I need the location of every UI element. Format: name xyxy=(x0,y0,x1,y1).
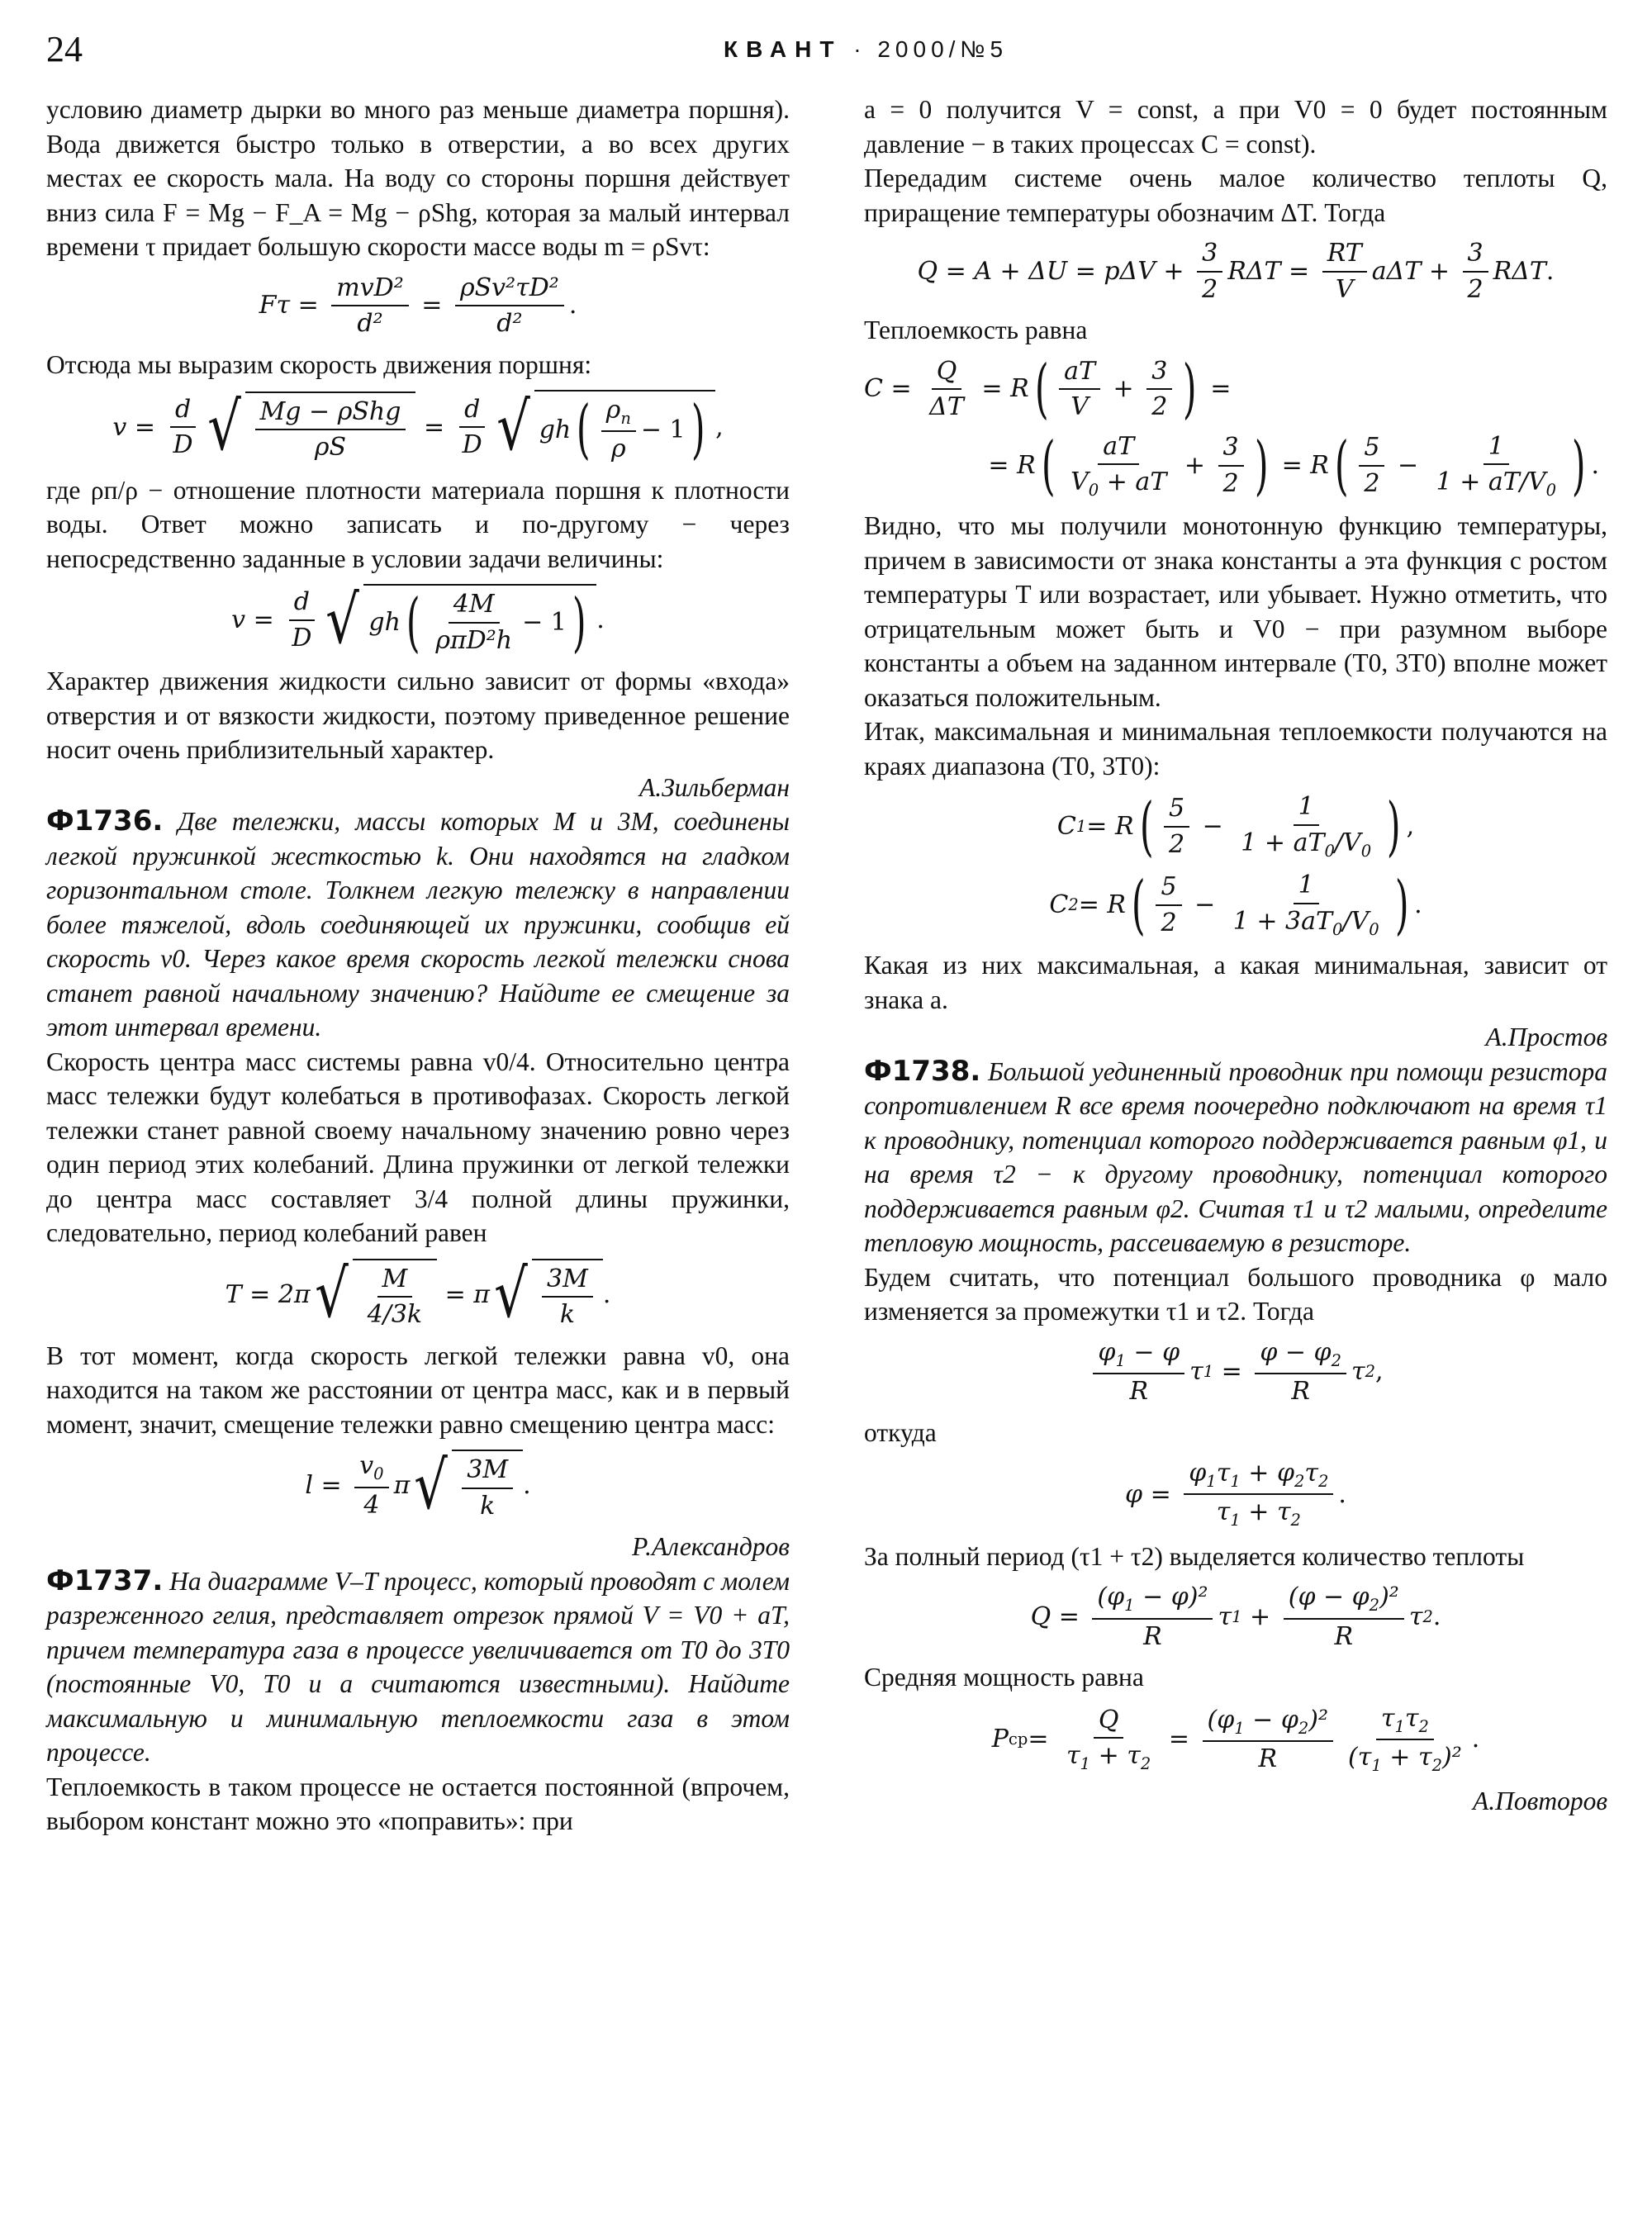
paragraph: откуда xyxy=(864,1417,937,1447)
problem-1738 xyxy=(864,1055,1607,1260)
problem-1736 xyxy=(46,804,790,1045)
paragraph: Будем считать, что потенциал большого проводника φ мало изменяется за промежутки τ1 и τ2. Тогда xyxy=(864,1262,1607,1326)
problem-text: Большой уединенный проводник при помощи резистора сопротивлением R все время поочередно подключают на время τ1 к проводнику, потенциал которого поддерживается равным φ1, и на время τ2 − к другому проводнику, потенциал которого поддерживается равным φ2. Считая τ1 и τ2 малыми, определите тепловую мощность, рассеиваемую в резисторе. xyxy=(864,1056,1607,1258)
paragraph: За полный период (τ1 + τ2) выделяется количество теплоты xyxy=(864,1541,1525,1571)
paragraph: Характер движения жидкости сильно зависит от формы «входа» отверстия и от вязкости жидкости, поэтому приведенное решение носит очень приблизительный характер. xyxy=(46,667,790,765)
formula-c1: C 1 = R ( $\frac{5}{2}$ − $\frac{1}{1 + aT_0/V_0}$ ) , xyxy=(1056,789,1415,864)
journal-name: КВАНТ xyxy=(724,36,843,62)
problem-text: На диаграмме V–T процесс, который проводят с молем разреженного гелия, представляет отрезок прямой V = V0 + aT, причем температура газа в процессе увеличивается от T0 до 3T0 (постоянные V0, T0 и a считаются известными). Найдите максимальную и минимальную теплоемкости газа в этом процессе. xyxy=(46,1566,790,1768)
author-signature: Р.Александров xyxy=(632,1532,790,1562)
author-signature: А.Простов xyxy=(1485,1023,1607,1052)
problem-text: Две тележки, массы которых M и 3M, соединены легкой пружинкой жесткостью k. Они находятся на гладком горизонтальном столе. Толкнем легкую тележку в направлении более тяжелой, вдоль соединяющей их пружинки, сообщив ей скорость v0. Через какое время скорость легкой тележки снова станет равной начальному значению? Найдите ее смещение за этот интервал времени. xyxy=(46,807,790,1042)
problem-1737 xyxy=(46,1564,790,1770)
formula-heat: Q = A + ΔU = pΔV + $\frac{3}{2}$ RΔT = $\frac{RT}{V}$ aΔT + $\frac{3}{2}$ RΔT . xyxy=(917,239,1555,304)
paragraph: Теплоемкость в таком процессе не остается постоянной (впрочем, выбором констант можно это «поправить»: при xyxy=(46,1772,790,1836)
formula-capacity-1: C = $\frac{Q}{\Delta T}$ = R ( $\frac{aT}{V}$ + $\frac{3}{2}$ ) = xyxy=(864,352,1232,426)
formula-impulse: Fτ = $\frac{\text{mvD²}}{\text{d²}}$ = $\frac{\text{ρSv²τD²}}{\text{d²}}$ . xyxy=(259,273,577,338)
paragraph: a = 0 получится V = const, а при V0 = 0 будет постоянным давление − в таких процессах C = const). xyxy=(864,95,1607,159)
journal-title xyxy=(724,36,1008,63)
paragraph: Видно, что мы получили монотонную функцию температуры, причем в зависимости от знака константы a эта функция с ростом температуры T или возрастает, или убывает. Нужно отметить, что отрицательным может быть и V0 − при разумном выборе константы a объем на заданном интервале (T0, 3T0) вполне может оказаться положительным. xyxy=(864,511,1607,712)
page-header xyxy=(46,28,1606,78)
formula-velocity-alt: v = $\frac{d}{D}$ √ gh ( $\frac{4M}{\text{ρπD²h}}$ − 1 ) . xyxy=(231,581,605,660)
author-signature: А.Зильберман xyxy=(638,772,790,802)
right-column xyxy=(864,93,1607,1819)
problem-id: Ф1736. xyxy=(46,804,164,838)
problem-id: Ф1738. xyxy=(864,1054,981,1088)
formula-period: T = 2π √ $\frac{M}{4/3k}$ = π √ $\frac{3M}{k}$ . xyxy=(225,1255,611,1333)
journal-issue: · 2000/№5 xyxy=(853,36,1009,62)
paragraph: Итак, максимальная и минимальная теплоемкости получаются на краях диапазона (T0, 3T0): xyxy=(864,717,1607,781)
paragraph: Какая из них максимальная, а какая минимальная, зависит от знака a. xyxy=(864,951,1607,1014)
left-column xyxy=(46,93,790,1839)
formula-c2: C 2 = R ( $\frac{5}{2}$ − $\frac{1}{1 + 3aT_0/V_0}$ ) . xyxy=(1049,867,1422,942)
paragraph: где ρп/ρ − отношение плотности материала поршня к плотности воды. Ответ можно записать и по-другому − через непосредственно заданные в условии задачи величины: xyxy=(46,475,790,573)
author-signature: А.Повторов xyxy=(1473,1787,1607,1816)
formula-capacity-2: = R ( $\frac{aT}{V_0 + aT}$ + $\frac{3}{2}$ ) = R ( $\frac{5}{2}$ − $\frac{1}{1 + aT/V_0}$ ) . xyxy=(988,428,1599,503)
formula-power: P ср = $\frac{Q}{\tau_1 + \tau_2}$ = $\frac{(\varphi_1 - \varphi_2)^2}{R}$ $\frac{\tau_1\tau_2}{(\tau_1 + \tau_2)^2}$ . xyxy=(991,1703,1480,1775)
formula-displacement: l = $\frac{v_0}{4}$ π √ $\frac{3M}{k}$ . xyxy=(305,1446,531,1524)
formula-phi: φ = $\frac{\varphi_1\tau_1 + \varphi_2\tau_2}{\tau_1 + \tau_2}$ . xyxy=(1125,1459,1346,1530)
formula-heat-total: Q = $\frac{(\varphi_1 - \varphi)^2}{R}$ τ 1 + $\frac{(\varphi - \varphi_2)^2}{R}$ τ 2 . xyxy=(1030,1583,1441,1651)
page-number: 24 xyxy=(46,29,83,69)
paragraph: Средняя мощность равна xyxy=(864,1663,1144,1692)
paragraph: Скорость центра масс системы равна v0/4. Относительно центра масс тележки будут колебаться в противофазах. Скорость легкой тележки станет равной своему начальному значению ровно через один период этих колебаний. Длина пружинки от легкой тележки до центра масс составляет 3/4 полной длины пружинки, следовательно, период колебаний равен xyxy=(46,1046,790,1248)
formula-velocity: v = $\frac{d}{D}$ √ $\frac{\text{Mg − ρShg}}{\rho S}$ = $\frac{d}{D}$ √ gh ( $\frac{\rho_п}{\rho}$ − 1 ) , xyxy=(112,388,724,467)
problem-id: Ф1737. xyxy=(46,1564,164,1597)
paragraph: Передадим системе очень малое количество теплоты Q, приращение температуры обозначим ΔT. Тогда xyxy=(864,164,1607,227)
paragraph: условию диаметр дырки во много раз меньше диаметра поршня). Вода движется быстро только в отверстии, а во всех других местах ее скорость мала. На воду со стороны поршня действует вниз сила F = Mg − F_A = Mg − ρShg, которая за малый интервал времени τ придает большую скорости массе воды m = ρSvτ: xyxy=(46,95,790,261)
formula-potential-balance: $\frac{\varphi_1 - \varphi}{R}$ τ 1 = $\frac{\varphi - \varphi_2}{R}$ τ 2 , xyxy=(864,1337,1607,1407)
paragraph: Отсюда мы выразим скорость движения поршня: xyxy=(46,349,592,379)
paragraph: В тот момент, когда скорость легкой тележки равна v0, она находится на таком же расстоянии от центра масс, как и в первый момент, значит, смещение тележки равно смещению центра масс: xyxy=(46,1341,790,1439)
paragraph: Теплоемкость равна xyxy=(864,316,1088,344)
